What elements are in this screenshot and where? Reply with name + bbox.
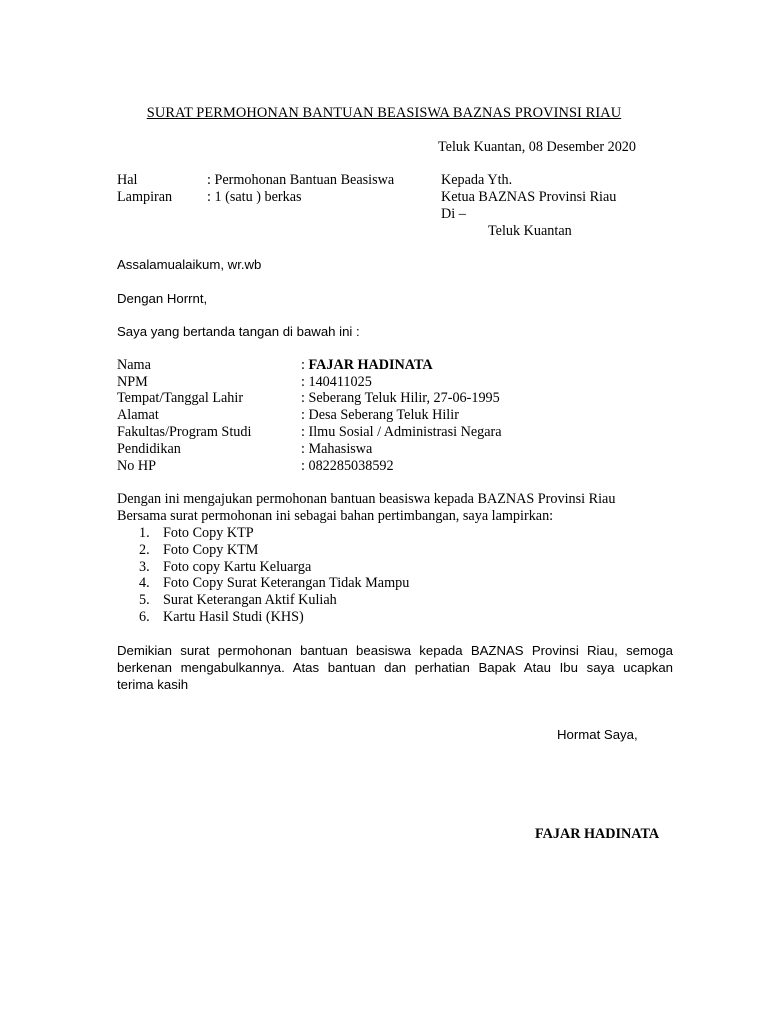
recipient-line-3: Di – <box>441 206 466 222</box>
regards: Hormat Saya, <box>557 727 638 742</box>
signature-name: FAJAR HADINATA <box>535 826 660 842</box>
applicant-value: : 082285038592 <box>301 458 394 474</box>
hal-value: : Permohonan Bantuan Beasiswa <box>207 172 395 188</box>
applicant-label: Fakultas/Program Studi <box>117 424 252 440</box>
lampiran-label: Lampiran <box>117 189 173 205</box>
applicant-value: : Mahasiswa <box>301 441 373 457</box>
applicant-label: NPM <box>117 374 148 390</box>
applicant-value: : Desa Seberang Teluk Hilir <box>301 407 459 423</box>
applicant-label: Pendidikan <box>117 441 181 457</box>
applicant-label: Alamat <box>117 407 159 423</box>
applicant-value: : Seberang Teluk Hilir, 27-06-1995 <box>301 390 500 406</box>
applicant-value: : FAJAR HADINATA <box>301 357 433 373</box>
place-date: Teluk Kuantan, 08 Desember 2020 <box>438 139 636 155</box>
recipient-line-1: Kepada Yth. <box>441 172 513 188</box>
applicant-value: : 140411025 <box>301 374 372 390</box>
salutation: Dengan Horrnt, <box>117 291 208 306</box>
attachment-item: 3. Foto copy Kartu Keluarga <box>139 559 312 575</box>
hal-row <box>117 172 417 189</box>
attachment-item: 5. Surat Keterangan Aktif Kuliah <box>139 592 337 608</box>
attachment-item: 1. Foto Copy KTP <box>139 525 254 541</box>
intro-text: Saya yang bertanda tangan di bawah ini : <box>117 324 360 339</box>
closing-line-2: berkenan mengabulkannya. Atas bantuan dan perhatian Bapak Atau Ibu saya ucapkan <box>117 660 673 675</box>
applicant-name-bold: FAJAR HADINATA <box>308 357 433 373</box>
attachment-item: 2. Foto Copy KTM <box>139 542 259 558</box>
recipient-line-4: Teluk Kuantan <box>488 223 572 239</box>
closing-paragraph <box>117 642 673 693</box>
closing-line-3: terima kasih <box>117 677 189 692</box>
recipient-line-2: Ketua BAZNAS Provinsi Riau <box>441 189 617 205</box>
request-line-1: Dengan ini mengajukan permohonan bantuan beasiswa kepada BAZNAS Provinsi Riau <box>117 491 616 507</box>
hal-label: Hal <box>117 172 138 188</box>
lampiran-value: : 1 (satu ) berkas <box>207 189 302 205</box>
request-line-2: Bersama surat permohonan ini sebagai bahan pertimbangan, saya lampirkan: <box>117 508 554 524</box>
letter-title: SURAT PERMOHONAN BANTUAN BEASISWA BAZNAS PROVINSI RIAU <box>146 105 622 121</box>
attachment-item: 6. Kartu Hasil Studi (KHS) <box>139 609 304 625</box>
applicant-value: : Ilmu Sosial / Administrasi Negara <box>301 424 502 440</box>
applicant-label: No HP <box>117 458 157 474</box>
closing-line-1: Demikian surat permohonan bantuan beasiswa kepada BAZNAS Provinsi Riau, semoga <box>117 643 673 658</box>
lampiran-row <box>117 189 417 206</box>
attachment-item: 4. Foto Copy Surat Keterangan Tidak Mampu <box>139 575 410 591</box>
applicant-label: Tempat/Tanggal Lahir <box>117 390 244 406</box>
greeting: Assalamualaikum, wr.wb <box>117 257 262 272</box>
applicant-label: Nama <box>117 357 151 373</box>
